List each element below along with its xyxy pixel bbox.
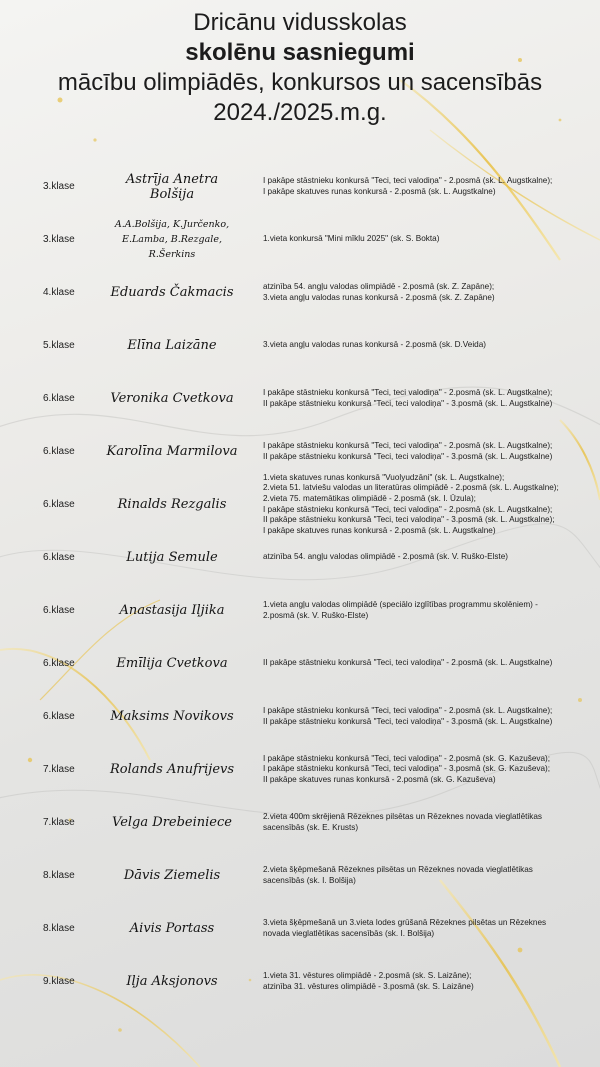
student-name: Veronika Cvetkova [110,391,234,406]
achievement-line: I pakāpe stāstnieku konkursā "Teci, teci valodiņa" - 2.posmā (sk. L. Augstkalne); [263,175,553,185]
student-name: A.A.Bolšija, K.Jurčenko, E.Lamba, B.Rezgale, R.Šerkins [114,219,230,260]
student-name: Iļja Aksjonovs [126,974,218,989]
achievement-line: 2.vieta 75. matemātikas olimpiādē - 2.posmā (sk. I. Ūzula); [263,493,476,503]
achievement-text [263,531,593,584]
achievement-text [263,902,593,955]
class-label: 6.klase [43,552,75,563]
achievement-row [0,372,600,425]
achievement-text [263,472,593,535]
achievement-line: 2.vieta 51. latviešu valodas un literatūras olimpiādē - 2.posmā (sk. L. Augstkalne); [263,483,559,493]
student-name: Maksims Novikovs [110,709,234,724]
achievement-text [263,372,593,425]
school-name: Dricānu vidusskolas [193,9,407,36]
achievement-line: 1.vieta 31. vēstures olimpiādē - 2.posmā (sk. S. Laizāne); [263,970,472,980]
achievement-text [263,266,593,319]
student-name: Elīna Laizāne [127,338,217,353]
student-name: Rolands Anufrijevs [109,762,235,777]
achievement-text [263,213,593,266]
achievement-text [263,637,593,690]
page-subtitle: mācību olimpiādēs, konkursos un sacensībās [57,69,543,96]
achievement-text [263,743,593,796]
achievement-row [0,160,600,213]
achievement-row [0,425,600,478]
achievement-text [263,849,593,902]
student-name: Emīlija Cvetkova [116,656,228,671]
achievement-row [0,472,600,535]
achievement-line: novada vieglatlētikas sacensībās (sk. I. Bolšija) [263,928,435,938]
class-label: 9.klase [43,976,75,987]
achievement-line: I pakāpe stāstnieku konkursā "Teci, teci valodiņa" - 2.posmā (sk. L. Augstkalne); [263,440,553,450]
student-name: Dāvis Ziemelis [123,868,221,883]
achievement-line: 1.vieta konkursā "Mini mīklu 2025" (sk. S. Bokta) [263,234,440,244]
achievement-line: 1.vieta skatuves runas konkursā "Vuolyudzāni" (sk. L. Augstkalne); [263,472,505,482]
student-name: Velga Drebeiniece [112,815,232,830]
class-label: 4.klase [43,287,75,298]
achievement-text [263,796,593,849]
achievement-line: II pakāpe stāstnieku konkursā "Teci, teci valodiņa" - 3.posmā (sk. L. Augstkalne) [263,451,553,461]
achievement-row [0,584,600,637]
achievement-row [0,531,600,584]
achievement-text [263,584,593,637]
achievement-row [0,796,600,849]
achievement-row [0,266,600,319]
class-label: 7.klase [43,817,75,828]
achievement-line: 3.vieta angļu valodas runas konkursā - 2.posmā (sk. D.Veida) [263,340,486,350]
student-name: Astrīja Anetra Bolšija [125,171,219,202]
achievement-line: atzinība 54. angļu valodas olimpiādē - 2.posmā (sk. V. Ruško-Elste) [263,552,508,562]
achievement-row [0,743,600,796]
achievement-line: I pakāpe stāstnieku konkursā "Teci, teci valodiņa" - 3.posmā (sk. G. Kazuševa); [263,764,551,774]
achievement-line: II pakāpe stāstnieku konkursā "Teci, teci valodiņa" - 3.posmā (sk. L. Augstkalne); [263,515,555,525]
achievement-line: I pakāpe stāstnieku konkursā "Teci, teci valodiņa" - 2.posmā (sk. L. Augstkalne); [263,387,553,397]
student-name: Aivis Portass [129,921,215,936]
achievement-line: II pakāpe stāstnieku konkursā "Teci, teci valodiņa" - 2.posmā (sk. L. Augstkalne) [263,658,553,668]
achievement-line: 2.vieta 400m skrējienā Rēzeknes pilsētas un Rēzeknes novada vieglatlētikas [263,811,542,821]
school-year: 2024./2025.m.g. [213,99,387,126]
page-header [0,8,600,128]
class-label: 8.klase [43,870,75,881]
class-label: 6.klase [43,446,75,457]
achievement-line: I pakāpe skatuves runas konkursā - 2.posmā (sk. L. Augstkalne) [263,186,496,196]
achievement-text [263,425,593,478]
achievement-line: II pakāpe skatuves runas konkursā - 2.posmā (sk. G. Kazuševa) [263,774,496,784]
student-name: Karolīna Marmilova [106,444,238,459]
achievement-text [263,690,593,743]
achievement-line: 3.vieta angļu valodas runas konkursā - 2.posmā (sk. Z. Zapāne) [263,292,495,302]
class-label: 8.klase [43,923,75,934]
class-label: 6.klase [43,393,75,404]
student-name: Rinalds Rezgalis [117,497,227,512]
class-label: 6.klase [43,658,75,669]
achievement-line: 3.vieta šķēpmešanā un 3.vieta lodes grūšanā Rēzeknes pilsētas un Rēzeknes [263,917,547,927]
achievement-row [0,690,600,743]
achievement-row [0,849,600,902]
achievement-row [0,319,600,372]
class-label: 7.klase [43,764,75,775]
student-name: Eduards Čakmacis [110,285,234,300]
achievement-row [0,902,600,955]
achievement-line: sacensībās (sk. E. Krusts) [263,822,359,832]
achievement-line: I pakāpe stāstnieku konkursā "Teci, teci valodiņa" - 2.posmā (sk. L. Augstkalne); [263,504,553,514]
achievement-text [263,160,593,213]
achievement-line: II pakāpe stāstnieku konkursā "Teci, teci valodiņa" - 3.posmā (sk. L. Augstkalne) [263,716,553,726]
class-label: 5.klase [43,340,75,351]
achievement-row [0,955,600,1008]
page-title: skolēnu sasniegumi [185,39,415,66]
achievement-row [0,213,600,266]
achievement-line: sacensībās (sk. I. Bolšija) [263,875,356,885]
class-label: 3.klase [43,181,75,192]
class-label: 3.klase [43,234,75,245]
achievement-line: atzinība 54. angļu valodas olimpiādē - 2.posmā (sk. Z. Zapāne); [263,281,495,291]
achievement-line: atzinība 31. vēstures olimpiādē - 3.posmā (sk. S. Laizāne) [263,981,474,991]
achievement-text [263,955,593,1008]
class-label: 6.klase [43,499,75,510]
achievement-line: I pakāpe skatuves runas konkursā - 2.posmā (sk. L. Augstkalne) [263,525,496,535]
achievement-line: I pakāpe stāstnieku konkursā "Teci, teci valodiņa" - 2.posmā (sk. G. Kazuševa); [263,753,551,763]
achievement-line: 2.posmā (sk. V. Ruško-Elste) [263,610,369,620]
achievement-line: II pakāpe stāstnieku konkursā "Teci, teci valodiņa" - 3.posmā (sk. L. Augstkalne) [263,398,553,408]
achievement-line: 1.vieta angļu valodas olimpiādē (speciālo izglītības programmu skolēniem) - [263,599,538,609]
achievement-line: I pakāpe stāstnieku konkursā "Teci, teci valodiņa" - 2.posmā (sk. L. Augstkalne); [263,705,553,715]
achievement-row [0,637,600,690]
class-label: 6.klase [43,711,75,722]
student-name: Lutija Semule [126,550,218,565]
achievement-text [263,319,593,372]
student-name: Anastasija Iļjika [119,603,225,618]
achievement-line: 2.vieta šķēpmešanā Rēzeknes pilsētas un Rēzeknes novada vieglatlētikas [263,864,533,874]
class-label: 6.klase [43,605,75,616]
